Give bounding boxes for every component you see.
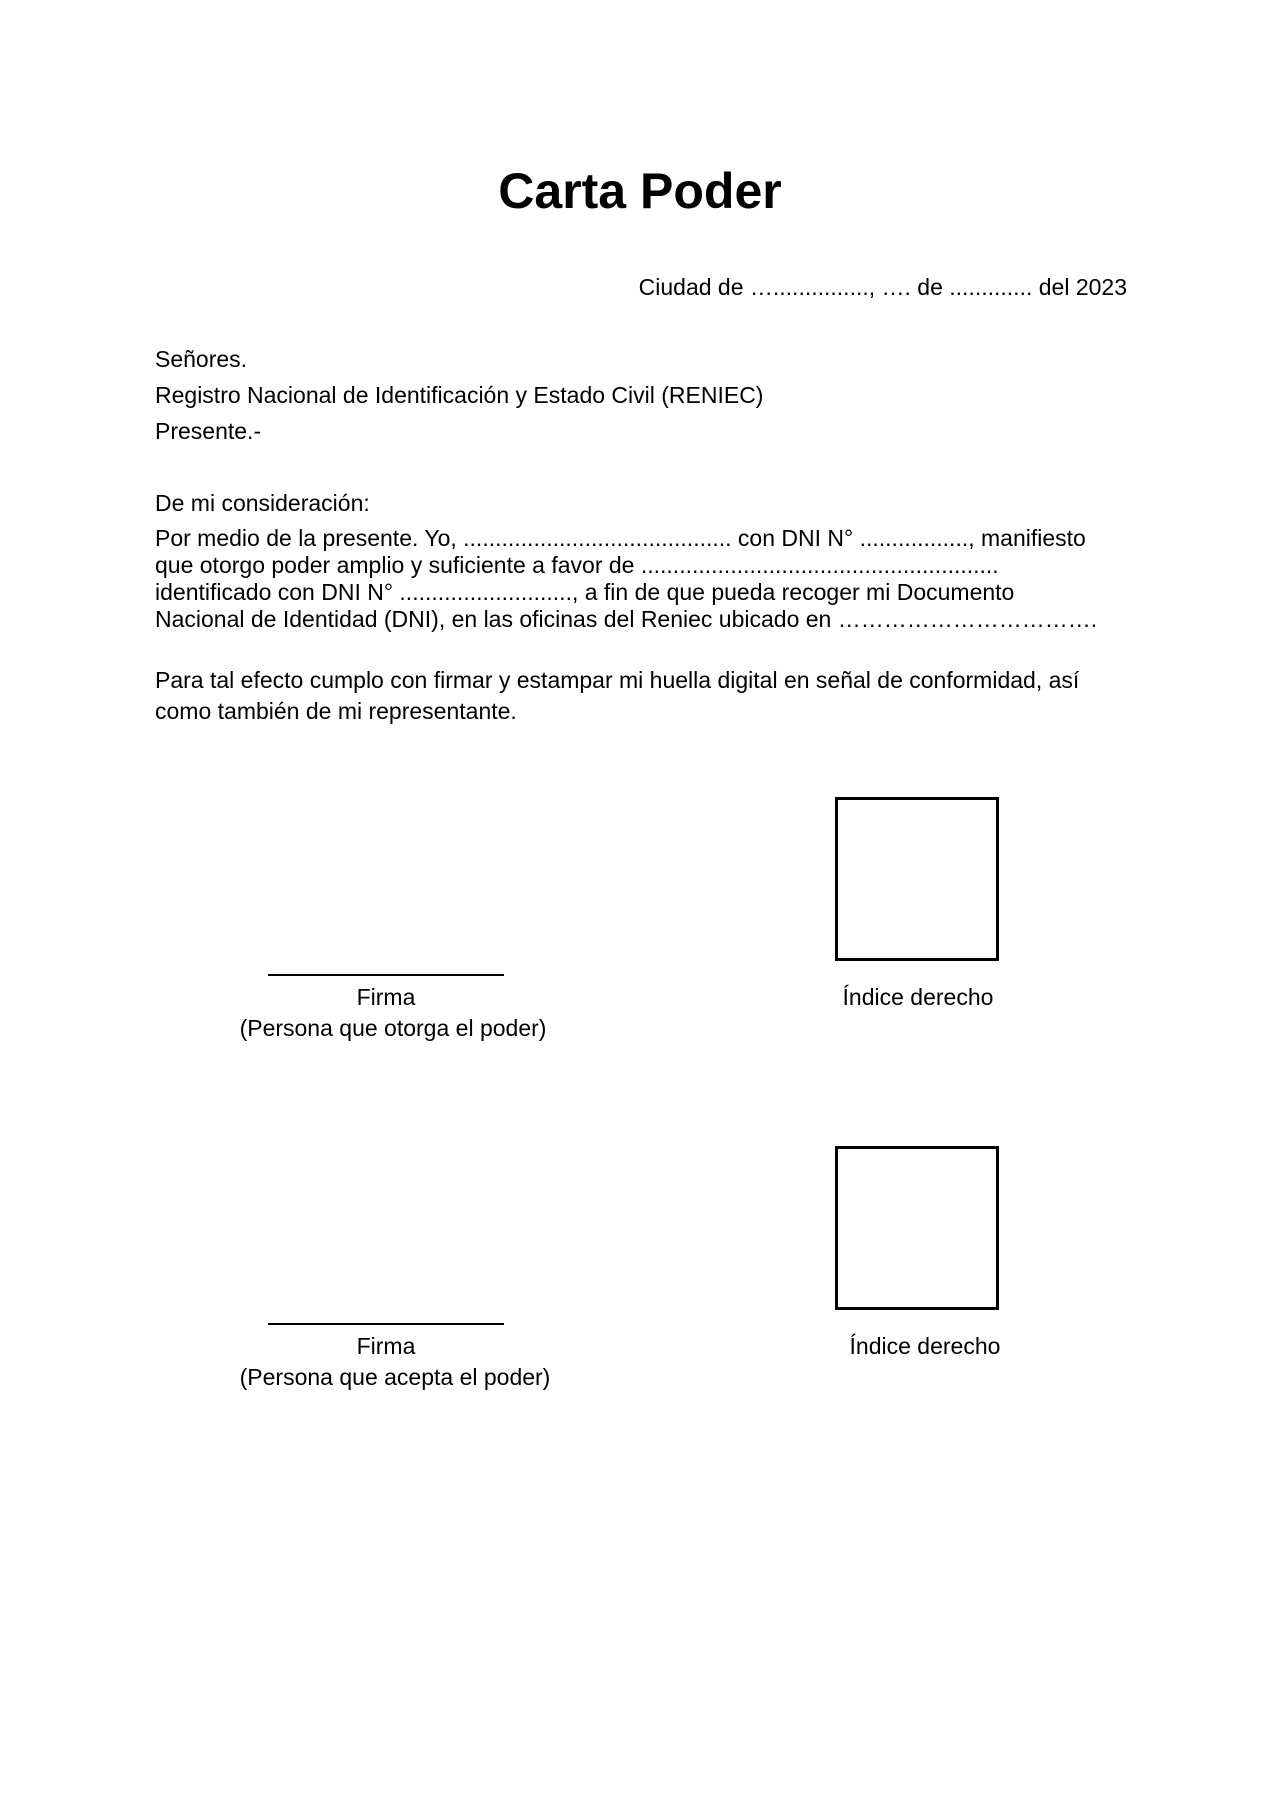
closing-paragraph: [155, 665, 1130, 727]
document-title: Carta Poder: [498, 163, 782, 219]
closing-line: como también de mi representante.: [155, 698, 517, 724]
role-label-attorney: (Persona que acepta el poder): [239, 1364, 551, 1390]
firma-label-grantor: Firma: [356, 984, 416, 1010]
salutation: De mi consideración:: [155, 490, 370, 516]
date-line: Ciudad de …..............., …. de ............. del 2023: [638, 274, 1127, 300]
signature-line-attorney: [268, 1323, 504, 1325]
signature-line-grantor: [268, 974, 504, 976]
recipient-greeting: Señores.: [155, 346, 248, 372]
thumbprint-box-attorney: [835, 1146, 999, 1310]
body-line: que otorgo poder amplio y suficiente a favor de ........................................................: [155, 552, 999, 578]
recipient-institution: Registro Nacional de Identificación y Estado Civil (RENIEC): [155, 382, 764, 408]
recipient-presente: Presente.-: [155, 418, 262, 444]
closing-line: Para tal efecto cumplo con firmar y estampar mi huella digital en señal de conformidad, así: [155, 667, 1080, 693]
body-paragraph: [155, 525, 1130, 633]
body-line: identificado con DNI N° ..........................., a fin de que pueda recoger mi Documento: [155, 579, 1015, 605]
firma-label-attorney: Firma: [356, 1333, 416, 1359]
role-label-grantor: (Persona que otorga el poder): [239, 1015, 547, 1041]
thumb-label-attorney: Índice derecho: [849, 1333, 1001, 1359]
body-line: Por medio de la presente. Yo, .......................................... con DNI N° ................., manifiesto: [155, 525, 1086, 551]
body-line: Nacional de Identidad (DNI), en las oficinas del Reniec ubicado en …………………………….: [155, 606, 1098, 632]
thumbprint-box-grantor: [835, 797, 999, 961]
thumb-label-grantor: Índice derecho: [842, 984, 994, 1010]
